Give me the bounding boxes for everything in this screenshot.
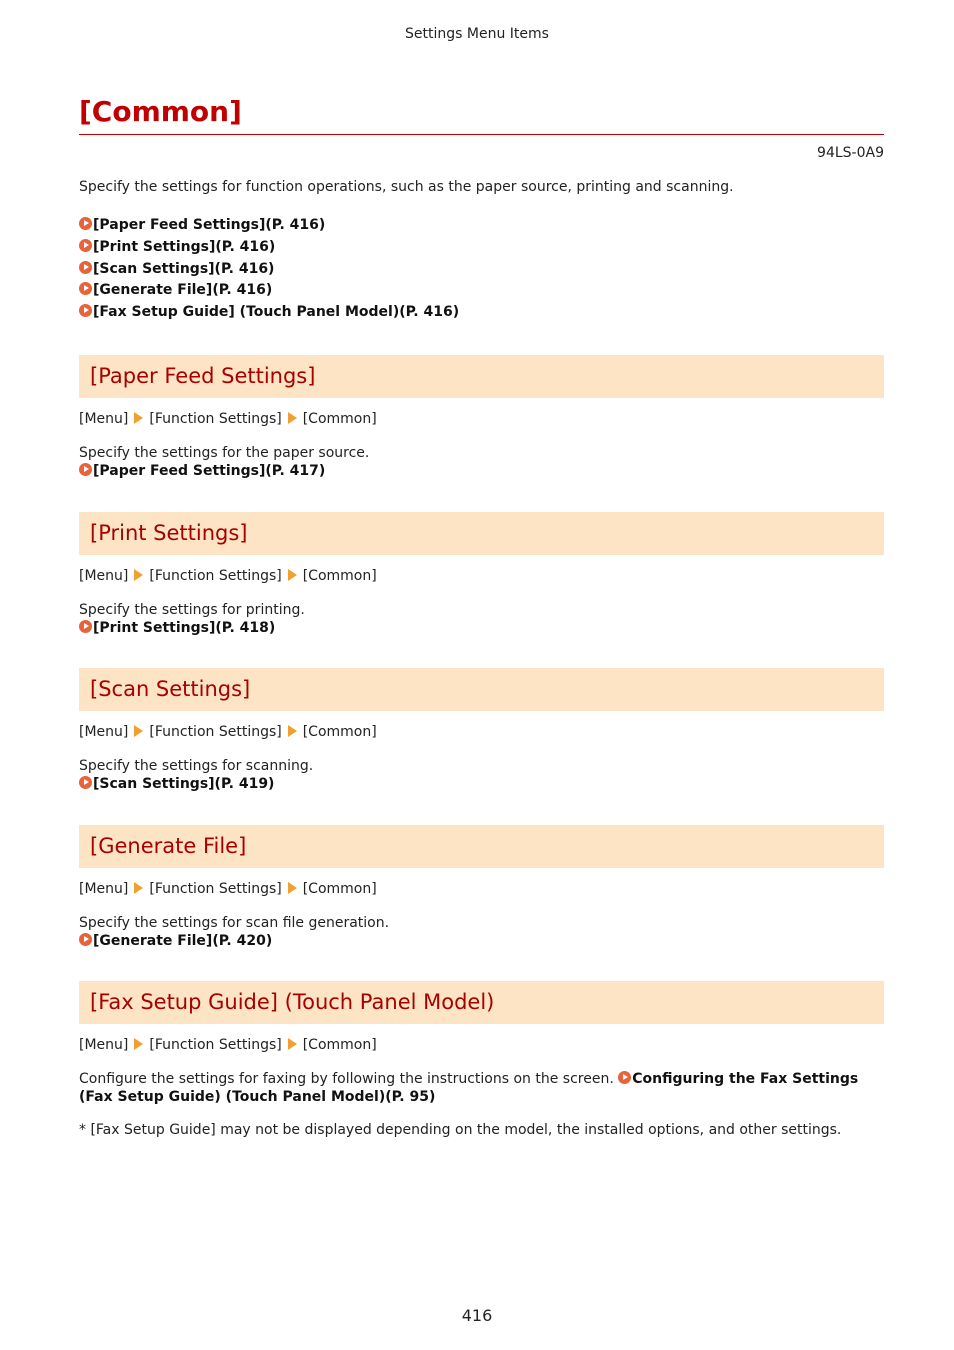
triangle-right-icon <box>288 1038 297 1050</box>
description-text: Specify the settings for scanning. <box>79 758 314 774</box>
breadcrumb-function-settings: [Function Settings] <box>149 1037 282 1053</box>
section-heading: [Fax Setup Guide] (Touch Panel Model) <box>79 981 884 1024</box>
toc-item <box>79 259 459 281</box>
arrow-circle-icon <box>618 1071 631 1084</box>
triangle-right-icon <box>134 412 143 424</box>
description-text: Configure the settings for faxing by following the instructions on the screen. <box>79 1071 614 1087</box>
title-rule <box>79 134 884 135</box>
section-link[interactable] <box>79 933 272 949</box>
section-heading: [Paper Feed Settings] <box>79 355 884 398</box>
document-id: 94LS-0A9 <box>817 145 884 161</box>
section-generate-file <box>79 825 884 950</box>
breadcrumb <box>79 722 884 742</box>
page-title: [Common] <box>79 95 242 128</box>
section-description <box>79 914 884 950</box>
arrow-circle-icon <box>79 776 92 789</box>
toc-link-generate-file[interactable] <box>79 282 272 298</box>
toc-list <box>79 215 459 324</box>
section-link-text: Configuring the Fax Settings (Fax Setup Guide) (Touch Panel Model)(P. 95) <box>79 1071 859 1105</box>
arrow-circle-icon <box>79 933 92 946</box>
section-heading: [Scan Settings] <box>79 668 884 711</box>
toc-link-text: [Print Settings](P. 416) <box>93 238 276 255</box>
toc-link-fax-setup[interactable] <box>79 304 459 320</box>
breadcrumb <box>79 879 884 899</box>
toc-link-scan[interactable] <box>79 261 274 277</box>
section-link-text: [Scan Settings](P. 419) <box>93 776 275 792</box>
arrow-circle-icon <box>79 620 92 633</box>
section-link-text: [Paper Feed Settings](P. 417) <box>93 463 326 479</box>
toc-link-text: [Paper Feed Settings](P. 416) <box>93 217 326 233</box>
triangle-right-icon <box>134 569 143 581</box>
section-description <box>79 444 884 480</box>
toc-link-print[interactable] <box>79 239 275 255</box>
section-print <box>79 512 884 637</box>
breadcrumb-function-settings: [Function Settings] <box>149 411 282 427</box>
page-number: 416 <box>461 1306 493 1325</box>
triangle-right-icon <box>134 1038 143 1050</box>
toc-link-text: [Fax Setup Guide] (Touch Panel Model)(P. 416) <box>93 304 460 321</box>
section-heading: [Print Settings] <box>79 512 884 555</box>
triangle-right-icon <box>288 725 297 737</box>
description-text: Specify the settings for printing. <box>79 602 305 618</box>
arrow-circle-icon <box>79 261 92 274</box>
section-link-text: [Generate File](P. 420) <box>93 933 273 949</box>
breadcrumb-common: [Common] <box>302 568 377 584</box>
intro-text: Specify the settings for function operations, such as the paper source, printing and scanning. <box>79 179 734 195</box>
arrow-circle-icon <box>79 463 92 476</box>
toc-item <box>79 302 459 324</box>
breadcrumb-common: [Common] <box>302 881 377 897</box>
section-scan <box>79 668 884 793</box>
triangle-right-icon <box>134 882 143 894</box>
running-header: Settings Menu Items <box>405 26 549 42</box>
arrow-circle-icon <box>79 239 92 252</box>
section-description <box>79 1070 884 1106</box>
breadcrumb-function-settings: [Function Settings] <box>149 881 282 897</box>
breadcrumb-function-settings: [Function Settings] <box>149 568 282 584</box>
section-link[interactable] <box>79 463 325 479</box>
footnote: * [Fax Setup Guide] may not be displayed depending on the model, the installed options, and other settings. <box>79 1122 842 1138</box>
toc-item <box>79 280 459 302</box>
breadcrumb-common: [Common] <box>302 411 377 427</box>
description-text: Specify the settings for scan file generation. <box>79 915 390 931</box>
breadcrumb-menu: [Menu] <box>79 411 129 427</box>
toc-link-text: [Generate File](P. 416) <box>93 282 273 299</box>
triangle-right-icon <box>288 412 297 424</box>
section-link[interactable] <box>79 620 275 636</box>
section-link-text: [Print Settings](P. 418) <box>93 620 276 636</box>
toc-link-paper-feed[interactable] <box>79 217 325 233</box>
breadcrumb-menu: [Menu] <box>79 724 129 740</box>
triangle-right-icon <box>288 569 297 581</box>
section-paper-feed <box>79 355 884 480</box>
breadcrumb <box>79 409 884 429</box>
section-fax-setup-guide <box>79 981 884 1106</box>
breadcrumb <box>79 1035 884 1055</box>
breadcrumb-function-settings: [Function Settings] <box>149 724 282 740</box>
section-link[interactable] <box>79 776 274 792</box>
section-description <box>79 601 884 637</box>
toc-item <box>79 237 459 259</box>
toc-link-text: [Scan Settings](P. 416) <box>93 260 275 277</box>
breadcrumb-common: [Common] <box>302 1037 377 1053</box>
section-heading: [Generate File] <box>79 825 884 868</box>
breadcrumb-common: [Common] <box>302 724 377 740</box>
breadcrumb-menu: [Menu] <box>79 568 129 584</box>
arrow-circle-icon <box>79 217 92 230</box>
triangle-right-icon <box>288 882 297 894</box>
arrow-circle-icon <box>79 282 92 295</box>
toc-item <box>79 215 459 237</box>
arrow-circle-icon <box>79 304 92 317</box>
section-description <box>79 757 884 793</box>
description-text: Specify the settings for the paper source. <box>79 445 370 461</box>
breadcrumb <box>79 566 884 586</box>
breadcrumb-menu: [Menu] <box>79 881 129 897</box>
breadcrumb-menu: [Menu] <box>79 1037 129 1053</box>
triangle-right-icon <box>134 725 143 737</box>
